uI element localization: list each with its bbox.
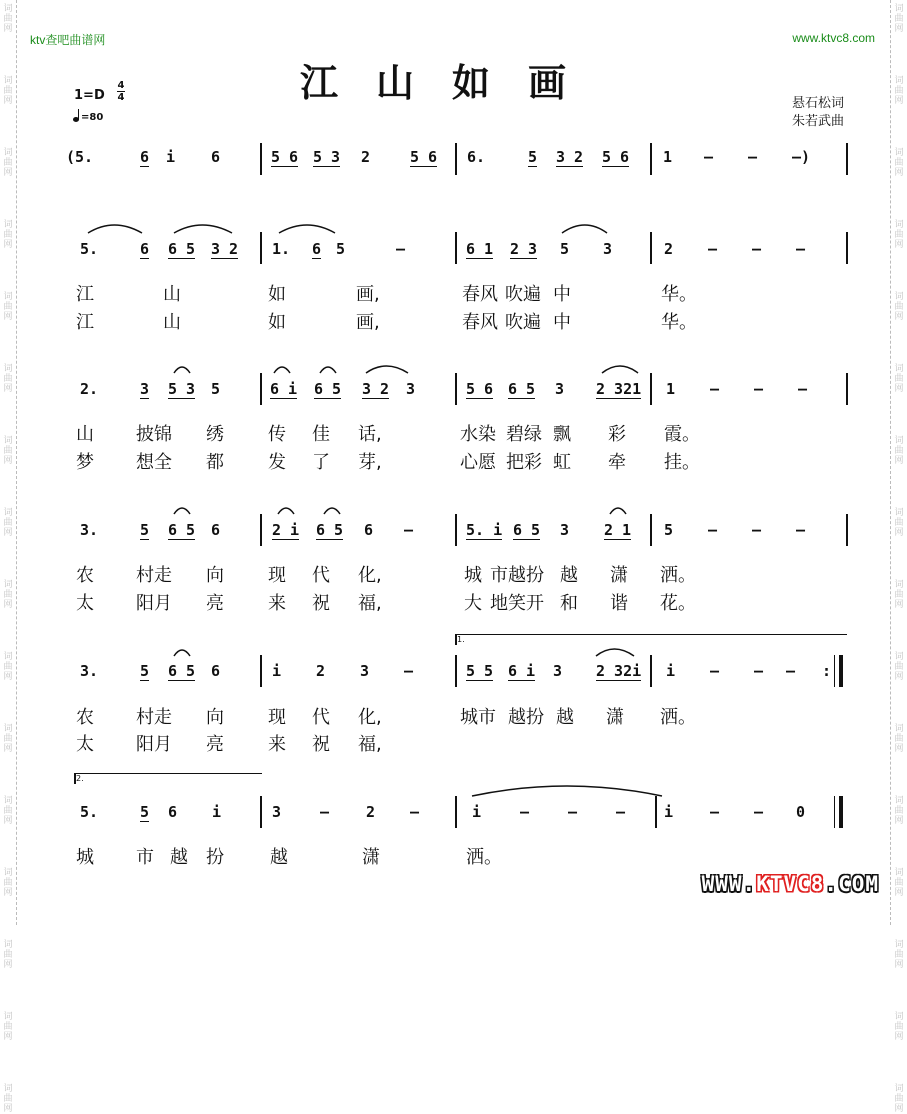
lyric: 心愿 [460, 452, 496, 473]
volta-bracket-first-ending: 1. [455, 634, 847, 645]
lyric: 吹遍 [505, 312, 541, 333]
barline [650, 373, 652, 405]
lyric: 谐 [610, 593, 628, 614]
note: 6 [140, 240, 150, 258]
lyric: 祝 [312, 734, 330, 755]
lyric: 洒。 [660, 707, 696, 728]
note: – [754, 803, 764, 821]
barline [455, 796, 457, 828]
repeat-barline-thin [834, 655, 835, 687]
note: 1 [663, 148, 673, 166]
note: 3 [553, 662, 563, 680]
note: 6 [211, 521, 221, 539]
quarter-note-icon [73, 117, 79, 122]
lyric: 都 [206, 452, 224, 473]
barline [455, 143, 457, 175]
note: 3 [555, 380, 565, 398]
site-url-top-right[interactable]: www.ktvc8.com [792, 31, 875, 45]
slur-marks [82, 778, 862, 800]
note: 6 [168, 803, 178, 821]
note: 6 5 [316, 521, 344, 539]
lyric: 华。 [661, 312, 697, 333]
note: i [166, 148, 176, 166]
lyric: 绣 [206, 424, 224, 445]
composer-credit: 朱若武曲 [791, 114, 844, 129]
lyric: 村走 [136, 565, 172, 586]
lyric: 传 [268, 424, 286, 445]
lyric: 彩 [608, 424, 626, 445]
lyric: 和 [560, 593, 578, 614]
note: 2 3 [510, 240, 538, 258]
slur-marks [82, 357, 862, 377]
note: 6 5 [314, 380, 342, 398]
lyric: 披锦 [136, 424, 172, 445]
lyric: 飘 [553, 424, 571, 445]
barline [455, 232, 457, 264]
lyric: 中 [553, 284, 571, 305]
lyric: 山 [76, 424, 94, 445]
lyric: 春风 [462, 312, 498, 333]
lyric: 中 [553, 312, 571, 333]
repeat-dots: : [822, 662, 832, 680]
lyric: 福, [358, 734, 382, 755]
lyric: 山 [163, 312, 181, 333]
barline [655, 796, 657, 828]
lyric: 越 [560, 565, 578, 586]
lyric: 太 [76, 593, 94, 614]
final-barline-thick [839, 796, 843, 828]
note: 2. [80, 380, 99, 398]
note: 5 [140, 803, 150, 821]
lyricist-credit: 悬石松词 [791, 96, 844, 111]
barline [650, 655, 652, 687]
note: – [396, 240, 406, 258]
lyric: 霞。 [664, 424, 700, 445]
note: 6 5 [168, 240, 196, 258]
note: 3 2 [556, 148, 584, 166]
lyric: 江 [76, 312, 94, 333]
lyric: 越 [170, 847, 188, 868]
barline [455, 373, 457, 405]
lyric: 亮 [206, 593, 224, 614]
note: – [754, 662, 764, 680]
key-signature: 1=D [74, 88, 105, 103]
song-title: 江山如画 [300, 60, 605, 105]
note: – [710, 662, 720, 680]
barline [846, 232, 848, 264]
note: 6 [312, 240, 322, 258]
lyric: 画, [356, 284, 380, 305]
left-watermark-strip: 词曲网 词曲网 词曲网 词曲网 词曲网 词曲网 词曲网 词曲网 词曲网 词曲网 词曲网 词曲网 词曲网 词曲网 词曲网 词曲网 [0, 0, 17, 925]
barline [650, 514, 652, 546]
note: 5. [80, 803, 99, 821]
note: 6 5 [513, 521, 541, 539]
note: 6 i [508, 662, 536, 680]
lyric: 城市 [460, 707, 496, 728]
note: 6 5 [168, 662, 196, 680]
barline [260, 143, 262, 175]
note: 5 [140, 521, 150, 539]
note: – [568, 803, 578, 821]
note: i [272, 662, 282, 680]
note: 5 5 [466, 662, 494, 680]
note: – [752, 521, 762, 539]
note: 2 i [272, 521, 300, 539]
note: 2 [316, 662, 326, 680]
barline [846, 373, 848, 405]
time-signature: 4 4 [117, 80, 125, 103]
lyric: 阳月 [136, 734, 172, 755]
note: 6 5 [168, 521, 196, 539]
lyric: 吹遍 [505, 284, 541, 305]
note: 6 [364, 521, 374, 539]
lyric: 现 [268, 707, 286, 728]
note: – [708, 521, 718, 539]
lyric: 城 [464, 565, 482, 586]
note: – [520, 803, 530, 821]
lyric: 化, [358, 565, 382, 586]
lyric: 牵 [608, 452, 626, 473]
note: 2 [664, 240, 674, 258]
note: i [472, 803, 482, 821]
lyric: 阳月 [136, 593, 172, 614]
lyric: 地笑开 [490, 593, 544, 614]
note: 5 [664, 521, 674, 539]
note: 3 2 [211, 240, 239, 258]
site-name-top-left[interactable]: ktv查吧曲谱网 [30, 33, 106, 47]
lyric: 来 [268, 734, 286, 755]
lyric: 洒。 [466, 847, 502, 868]
note: 6 [211, 148, 221, 166]
note: 5 [336, 240, 346, 258]
lyric: 农 [76, 707, 94, 728]
lyric: 越 [556, 707, 574, 728]
note: – [410, 803, 420, 821]
note: 5 6 [271, 148, 299, 166]
note: 1 [666, 380, 676, 398]
note: 5. [80, 240, 99, 258]
note: 6 [211, 662, 221, 680]
lyric: 春风 [462, 284, 498, 305]
note: 3 [140, 380, 150, 398]
lyric: 如 [268, 284, 286, 305]
note: 3 [406, 380, 416, 398]
note: 3 [560, 521, 570, 539]
lyric: 向 [206, 707, 224, 728]
note: (5. [66, 148, 94, 166]
lyric: 碧绿 [506, 424, 542, 445]
note: 5 3 [313, 148, 341, 166]
note: – [752, 240, 762, 258]
lyric: 江 [76, 284, 94, 305]
note: – [708, 240, 718, 258]
lyric: 想全 [136, 452, 172, 473]
lyric: 洒。 [660, 565, 696, 586]
note: 2 321 [596, 380, 642, 398]
note: – [710, 803, 720, 821]
note: 5 [528, 148, 538, 166]
note: 5 6 [466, 380, 494, 398]
note: 2 32i [596, 662, 642, 680]
lyric: 越 [270, 847, 288, 868]
tempo-mark: =80 [73, 112, 103, 123]
note: 5 [140, 662, 150, 680]
lyric: 农 [76, 565, 94, 586]
lyric: 现 [268, 565, 286, 586]
note: 0 [796, 803, 806, 821]
note: – [404, 521, 414, 539]
lyric: 话, [358, 424, 382, 445]
barline [260, 514, 262, 546]
lyric: 如 [268, 312, 286, 333]
lyric: 山 [163, 284, 181, 305]
barline [846, 514, 848, 546]
lyric: 扮 [206, 847, 224, 868]
lyric: 福, [358, 593, 382, 614]
lyric: 市越扮 [490, 565, 544, 586]
lyric: 市 [136, 847, 154, 868]
volta-bracket-second-ending: 2. [74, 773, 262, 784]
note: 1. [272, 240, 291, 258]
note: 6 i [270, 380, 298, 398]
slur-marks [82, 640, 862, 660]
lyric: 向 [206, 565, 224, 586]
note: 3 [272, 803, 282, 821]
note: 3 [603, 240, 613, 258]
note: – [796, 521, 806, 539]
repeat-barline-thick [839, 655, 843, 687]
note: 3. [80, 521, 99, 539]
slur-marks [82, 498, 862, 518]
note: i [212, 803, 222, 821]
note: 2 1 [604, 521, 632, 539]
lyric: 越扮 [508, 707, 544, 728]
note: – [754, 380, 764, 398]
lyric: 代 [312, 707, 330, 728]
lyric: 水染 [460, 424, 496, 445]
lyric: 了 [312, 452, 330, 473]
note: 5 [560, 240, 570, 258]
note: – [798, 380, 808, 398]
note: – [704, 148, 714, 166]
final-barline-thin [834, 796, 835, 828]
note: – [320, 803, 330, 821]
lyric: 太 [76, 734, 94, 755]
lyric: 挂。 [664, 452, 700, 473]
lyric: 潇 [362, 847, 380, 868]
lyric: 潇 [606, 707, 624, 728]
barline [846, 143, 848, 175]
note: 3 2 [362, 380, 390, 398]
note: –) [792, 148, 811, 166]
lyric: 芽, [358, 452, 382, 473]
lyric: 花。 [660, 593, 696, 614]
barline [650, 143, 652, 175]
barline [260, 655, 262, 687]
note: 6 5 [508, 380, 536, 398]
barline [455, 655, 457, 687]
note: – [710, 380, 720, 398]
note: 2 [366, 803, 376, 821]
barline [260, 232, 262, 264]
note: 5 6 [410, 148, 438, 166]
lyric: 来 [268, 593, 286, 614]
barline [260, 796, 262, 828]
right-watermark-strip: 词曲网 词曲网 词曲网 词曲网 词曲网 词曲网 词曲网 词曲网 词曲网 词曲网 词曲网 词曲网 词曲网 词曲网 词曲网 词曲网 [890, 0, 907, 925]
note: – [796, 240, 806, 258]
note: 5 6 [602, 148, 630, 166]
site-watermark-logo[interactable]: WWW.KTVC8.COM [701, 872, 879, 896]
note: 3 [360, 662, 370, 680]
lyric: 虹 [553, 452, 571, 473]
note: 6 1 [466, 240, 494, 258]
lyric: 化, [358, 707, 382, 728]
note: – [616, 803, 626, 821]
note: 5 3 [168, 380, 196, 398]
lyric: 梦 [76, 452, 94, 473]
lyric: 代 [312, 565, 330, 586]
note: – [404, 662, 414, 680]
barline [650, 232, 652, 264]
note: 3. [80, 662, 99, 680]
lyric: 华。 [661, 284, 697, 305]
lyric: 佳 [312, 424, 330, 445]
barline [455, 514, 457, 546]
lyric: 亮 [206, 734, 224, 755]
slur-marks [82, 215, 862, 235]
lyric: 大 [464, 593, 482, 614]
note: – [786, 662, 796, 680]
note: i [666, 662, 676, 680]
note: 2 [361, 148, 371, 166]
lyric: 村走 [136, 707, 172, 728]
note: 5. i [466, 521, 503, 539]
lyric: 城 [76, 847, 94, 868]
note: – [748, 148, 758, 166]
barline [260, 373, 262, 405]
note: i [664, 803, 674, 821]
note: 6. [467, 148, 486, 166]
lyric: 把彩 [506, 452, 542, 473]
lyric: 画, [356, 312, 380, 333]
note: 6 [140, 148, 150, 166]
note: 5 [211, 380, 221, 398]
lyric: 潇 [610, 565, 628, 586]
lyric: 祝 [312, 593, 330, 614]
lyric: 发 [268, 452, 286, 473]
